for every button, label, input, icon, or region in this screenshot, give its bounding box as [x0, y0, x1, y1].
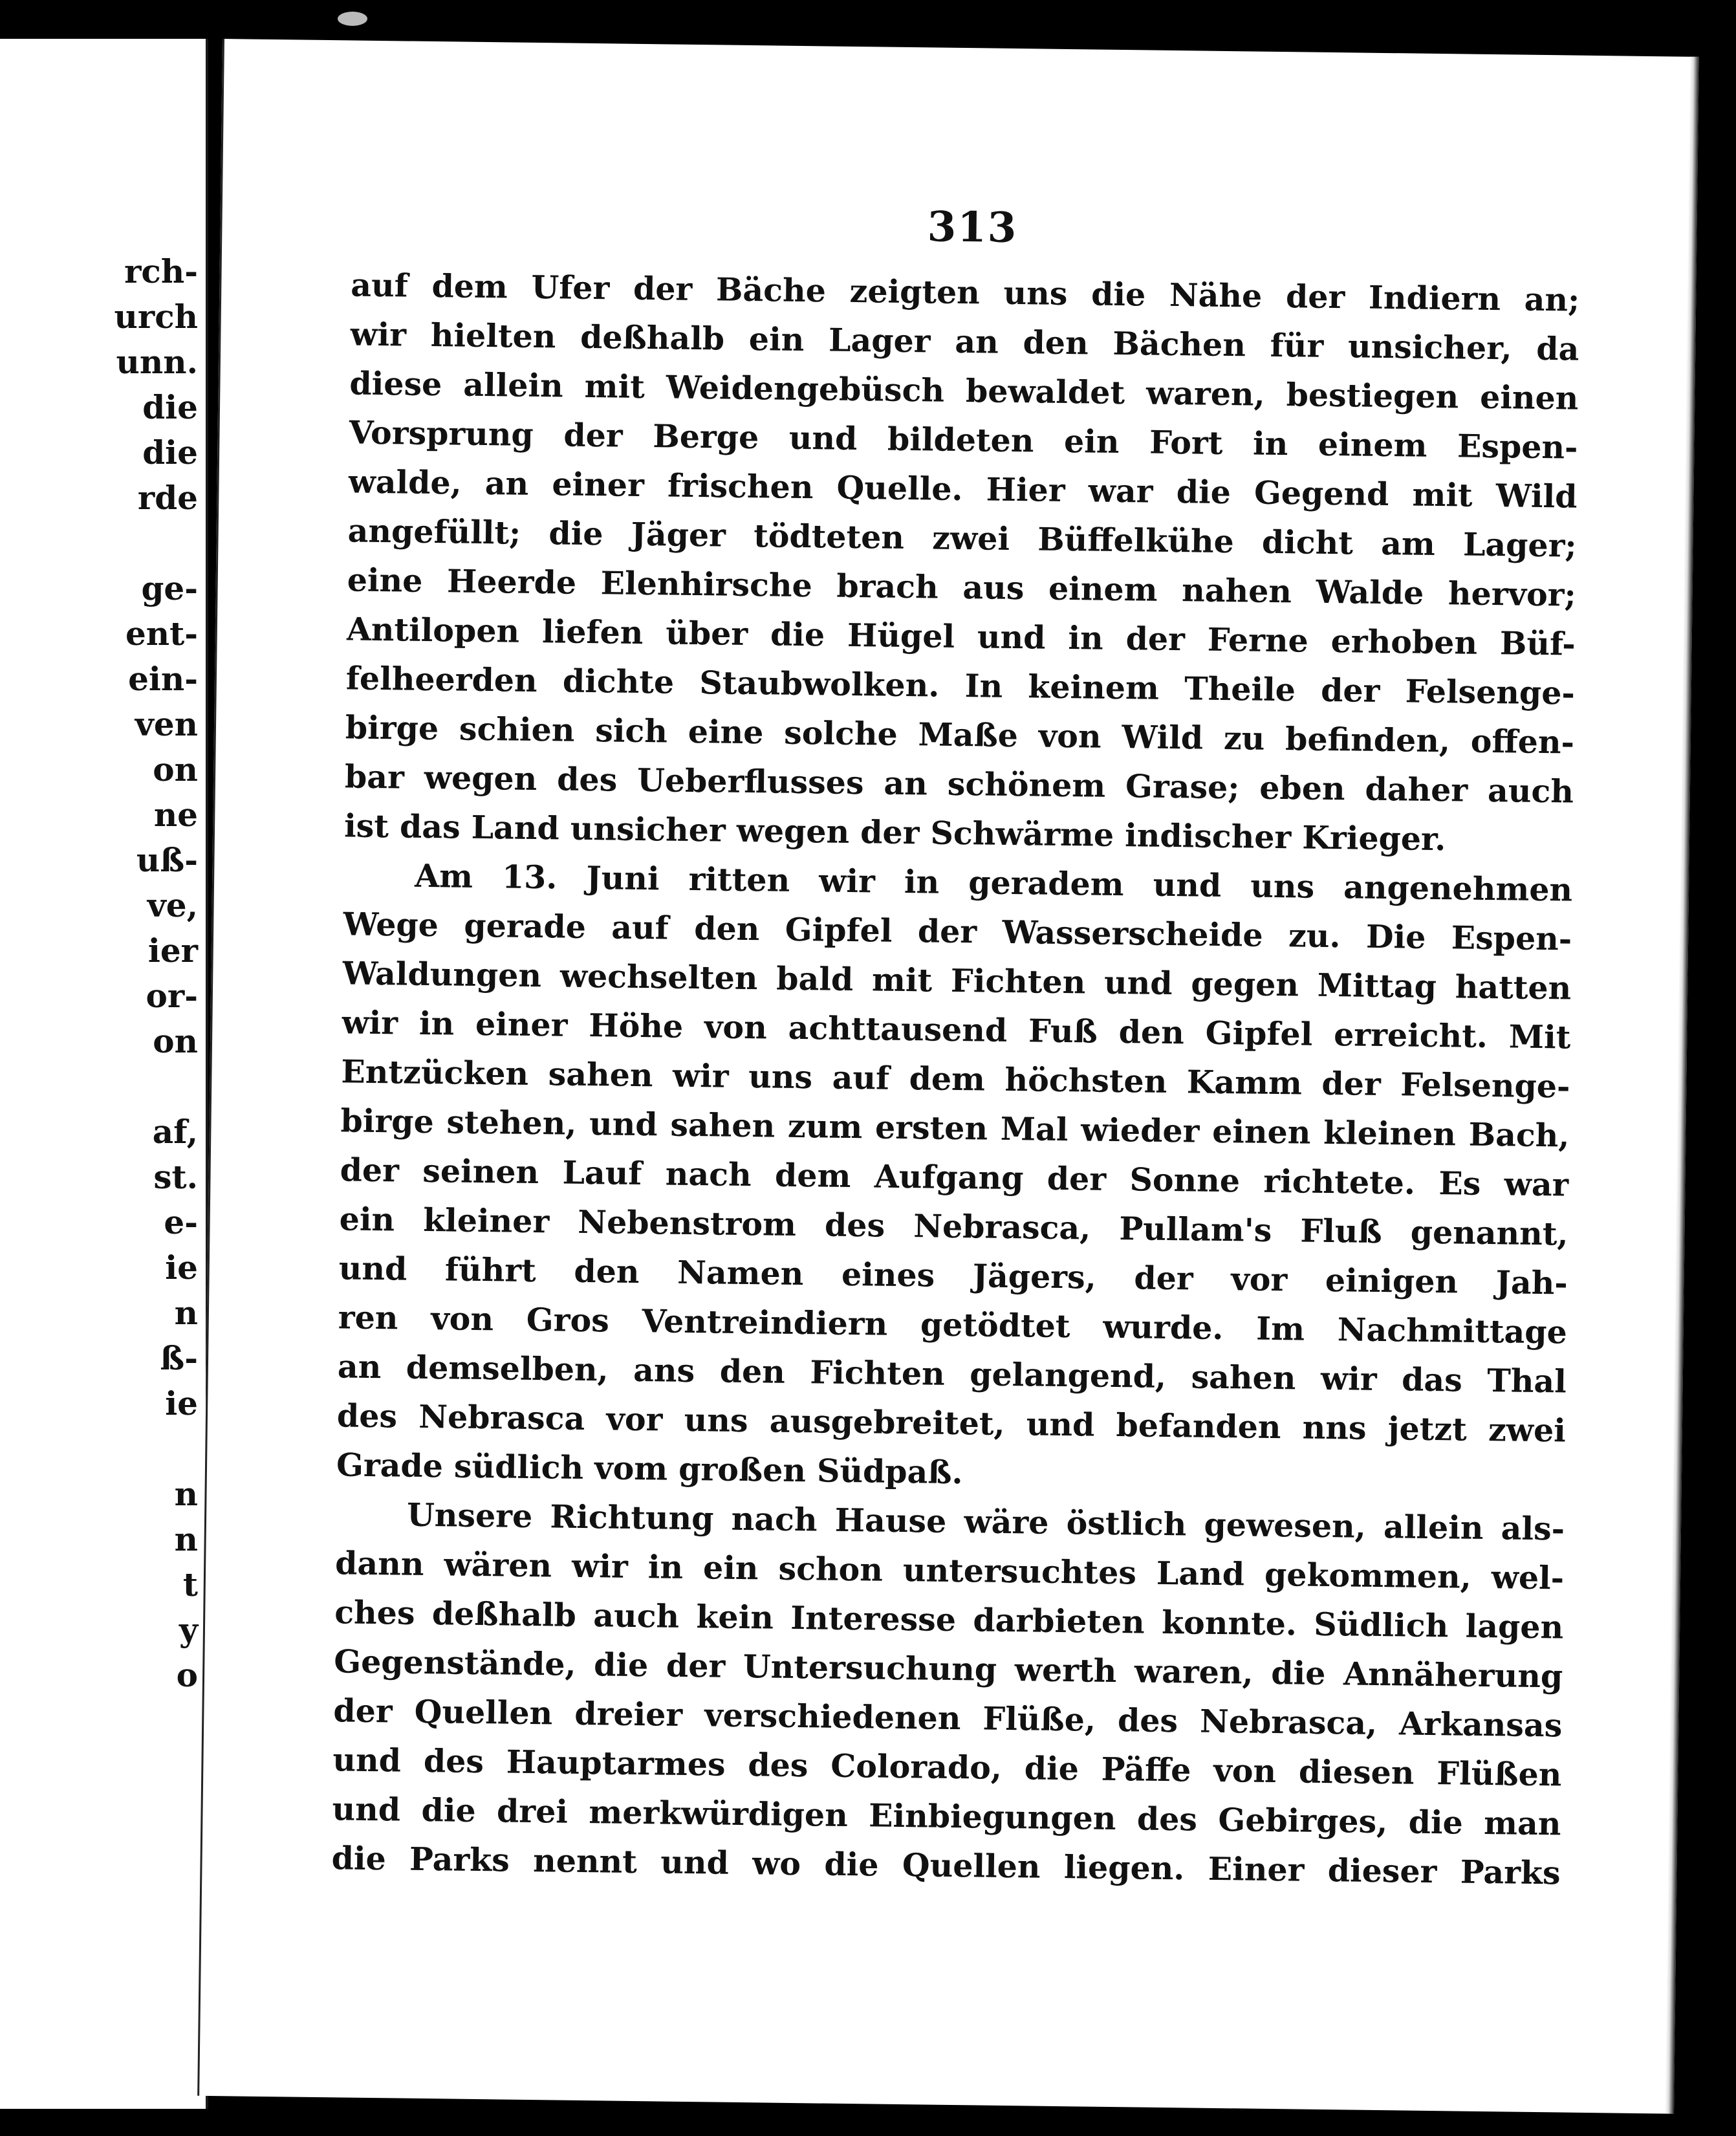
body-text	[331, 260, 1579, 1897]
right-page	[197, 39, 1699, 2114]
text-line: Vorsprung der Berge und bildeten ein Fort in einem Espen-	[349, 413, 1578, 466]
left-fragment: t	[182, 1565, 198, 1604]
text-line: ches deßhalb auch kein Interesse darbieten konnte. Südlich lagen	[334, 1593, 1564, 1646]
text-line: der Quellen dreier verschiedenen Flüße, des Nebrasca, Arkansas	[333, 1692, 1563, 1745]
left-fragment: st.	[153, 1158, 198, 1196]
left-fragment: e-	[164, 1203, 198, 1241]
text-line: Waldungen wechselten bald mit Fichten und gegen Mittag hatten	[342, 954, 1572, 1007]
text-line: ren von Gros Ventreindiern getödtet wurde. Im Nachmittage	[338, 1298, 1568, 1351]
text-line: eine Heerde Elenhirsche brach aus einem nahen Walde hervor;	[347, 561, 1577, 614]
text-line: und führt den Namen eines Jägers, der vor einigen Jah-	[338, 1249, 1568, 1302]
left-fragment: unn.	[116, 343, 198, 381]
text-line: walde, an einer frischen Quelle. Hier war die Gegend mit Wild	[348, 463, 1578, 516]
left-fragment: ier	[147, 932, 198, 970]
text-line: Gegenstände, die der Untersuchung werth waren, die Annäherung	[334, 1642, 1563, 1695]
text-line: der seinen Lauf nach dem Aufgang der Sonne richtete. Es war	[340, 1151, 1569, 1204]
text-line: Antilopen liefen über die Hügel und in der Ferne erhoben Büf-	[346, 610, 1576, 663]
text-line: wir hielten deßhalb ein Lager an den Bächen für unsicher, da	[350, 315, 1579, 368]
text-line: diese allein mit Weidengebüsch bewaldet waren, bestiegen einen	[349, 364, 1579, 417]
text-line: an demselben, ans den Fichten gelangend, sahen wir das Thal	[337, 1347, 1567, 1400]
left-fragment: uß-	[136, 841, 198, 879]
left-page-edge	[0, 39, 208, 2109]
left-fragment: ß-	[160, 1339, 198, 1377]
left-fragment: or-	[146, 977, 198, 1015]
left-fragment: urch	[114, 298, 198, 336]
left-fragment: n	[174, 1520, 198, 1558]
text-line: ist das Land unsicher wegen der Schwärme indischer Krieger.	[343, 807, 1446, 858]
left-fragment: ein-	[128, 660, 198, 698]
text-line: dann wären wir in ein schon untersuchtes Land gekommen, wel-	[334, 1544, 1565, 1597]
left-fragment: ie	[165, 1248, 198, 1287]
text-line: wir in einer Höhe von achttausend Fuß den Gipfel erreicht. Mit	[342, 1003, 1571, 1056]
text-line: bar wegen des Ueberflusses an schönem Grase; eben daher auch	[344, 757, 1574, 811]
text-line: birge schien sich eine solche Maße von Wild zu befinden, offen-	[345, 708, 1575, 761]
left-fragment: n	[174, 1475, 198, 1513]
text-line: die Parks nennt und wo die Quellen liegen. Einer dieser Parks	[331, 1839, 1561, 1892]
left-fragment: ie	[165, 1384, 198, 1422]
left-fragment: o	[176, 1656, 198, 1694]
left-fragment: on	[153, 750, 198, 789]
text-line: Grade südlich vom großen Südpaß.	[336, 1446, 963, 1492]
text-line: ein kleiner Nebenstrom des Nebrasca, Pullam's Fluß genannt,	[339, 1200, 1568, 1253]
page-number: 313	[927, 202, 1018, 253]
left-fragment: ge-	[141, 569, 198, 607]
text-line: Entzücken sahen wir uns auf dem höchsten Kamm der Felsenge-	[341, 1052, 1570, 1106]
text-line: und des Hauptarmes des Colorado, die Päffe von diesen Flüßen	[332, 1741, 1562, 1794]
left-fragment: rde	[137, 479, 198, 517]
left-fragment: n	[174, 1294, 198, 1332]
left-fragment: ent-	[125, 615, 198, 653]
text-line: Unsere Richtung nach Hause wäre östlich gewesen, allein als-	[406, 1496, 1565, 1548]
left-fragment: die	[142, 433, 198, 472]
text-line: auf dem Ufer der Bäche zeigten uns die Nähe der Indiern an;	[351, 266, 1580, 319]
text-line: birge stehen, und sahen zum ersten Mal wieder einen kleinen Bach,	[340, 1102, 1570, 1155]
left-fragment: y	[179, 1611, 198, 1649]
left-fragment: ve,	[147, 886, 198, 924]
left-fragment: ne	[153, 796, 198, 834]
left-fragment: rch-	[124, 252, 198, 290]
left-fragment: on	[153, 1022, 198, 1060]
page-edge-shadow	[1665, 57, 1699, 2114]
left-fragment: die	[142, 388, 198, 426]
left-fragment: ven	[135, 705, 198, 743]
text-line: Wege gerade auf den Gipfel der Wasserscheide zu. Die Espen-	[342, 905, 1572, 958]
text-line: Am 13. Juni ritten wir in geradem und uns angenehmen	[414, 856, 1573, 909]
scan-speck	[338, 12, 367, 26]
text-line: des Nebrasca vor uns ausgebreitet, und befanden nns jetzt zwei	[336, 1397, 1567, 1450]
text-line: felheerden dichte Staubwolken. In keinem Theile der Felsenge-	[345, 659, 1576, 712]
text-line: angefüllt; die Jäger tödteten zwei Büffelkühe dicht am Lager;	[347, 512, 1577, 565]
text-line: und die drei merkwürdigen Einbiegungen des Gebirges, die man	[332, 1790, 1561, 1843]
left-fragment: af,	[152, 1113, 198, 1151]
